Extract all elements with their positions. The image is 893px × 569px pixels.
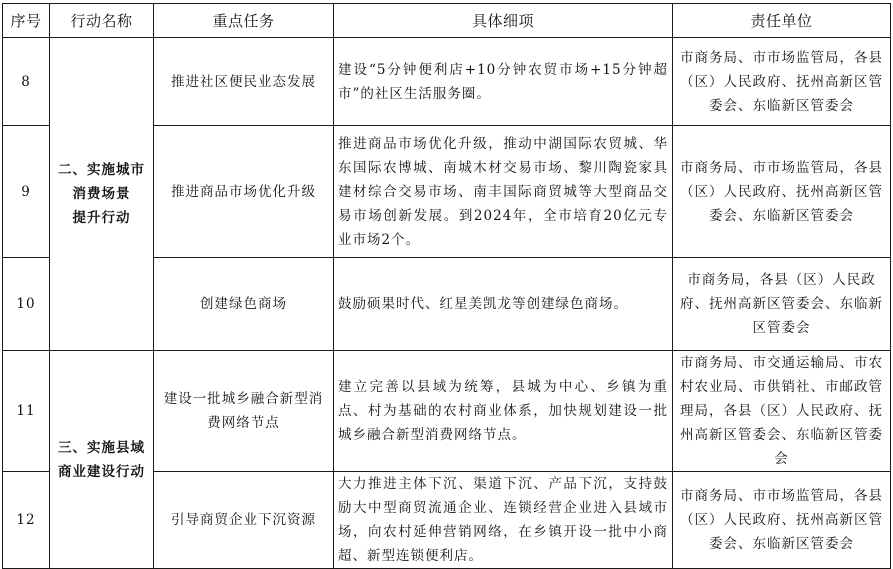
row-detail: 大力推进主体下沉、渠道下沉、产品下沉，支持鼓励大中型商贸流通企业、连锁经营企业进入县域市场，向农村延伸营销网络，在乡镇开设一批中小商超、新型连锁便利店。 bbox=[334, 472, 673, 569]
table-row bbox=[3, 38, 891, 126]
row-task: 推进社区便民业态发展 bbox=[154, 38, 334, 126]
row-unit: 市商务局、市交通运输局、市农村农业局、市供销社、市邮政管理局，各县（区）人民政府、抚州高新区管委会、东临新区管委会 bbox=[673, 351, 891, 472]
row-seq: 9 bbox=[3, 126, 50, 258]
action-name-line: 消费场景 bbox=[72, 186, 131, 202]
action-name-line: 三、实施县域 bbox=[58, 439, 145, 456]
row-seq: 11 bbox=[3, 351, 50, 472]
row-unit: 市商务局，各县（区）人民政府、抚州高新区管委会、东临新区管委会 bbox=[673, 258, 891, 351]
table-row bbox=[3, 351, 891, 472]
header-action: 行动名称 bbox=[50, 4, 154, 38]
row-unit: 市商务局、市市场监管局，各县（区）人民政府、抚州高新区管委会、东临新区管委会 bbox=[673, 126, 891, 258]
row-detail: 建立完善以县域为统筹，县城为中心、乡镇为重点、村为基础的农村商业体系，加快规划建设一批城乡融合新型消费网络节点。 bbox=[334, 351, 673, 472]
action-name-line: 商业建设行动 bbox=[58, 463, 145, 480]
row-detail: 建设“5分钟便利店+10分钟农贸市场+15分钟超市”的社区生活服务圈。 bbox=[334, 38, 673, 126]
row-detail: 鼓励硕果时代、红星美凯龙等创建绿色商场。 bbox=[334, 258, 673, 351]
header-unit: 责任单位 bbox=[673, 4, 891, 38]
header-seq: 序号 bbox=[3, 4, 50, 38]
row-seq: 12 bbox=[3, 472, 50, 569]
row-seq: 10 bbox=[3, 258, 50, 351]
row-task: 引导商贸企业下沉资源 bbox=[154, 472, 334, 569]
row-seq: 8 bbox=[3, 38, 50, 126]
header-detail: 具体细项 bbox=[334, 4, 673, 38]
row-task: 推进商品市场优化升级 bbox=[154, 126, 334, 258]
row-detail: 推进商品市场优化升级，推动中湖国际农贸城、华东国际农博城、南城木材交易市场、黎川陶瓷家具建材综合交易市场、南丰国际商贸城等大型商品交易市场创新发展。到2024年，全市培育20亿元专业市场2个。 bbox=[334, 126, 673, 258]
row-unit: 市商务局、市市场监管局，各县（区）人民政府、抚州高新区管委会、东临新区管委会 bbox=[673, 472, 891, 569]
action-name-line: 二、实施城市 bbox=[58, 162, 145, 178]
action-name-line: 提升行动 bbox=[72, 210, 131, 226]
action-plan-table bbox=[2, 3, 891, 569]
action-name-cell bbox=[50, 351, 154, 569]
table-header-row bbox=[3, 4, 891, 38]
row-task: 创建绿色商场 bbox=[154, 258, 334, 351]
row-task: 建设一批城乡融合新型消费网络节点 bbox=[154, 351, 334, 472]
action-name-cell bbox=[50, 38, 154, 351]
header-task: 重点任务 bbox=[154, 4, 334, 38]
row-unit: 市商务局、市市场监管局，各县（区）人民政府、抚州高新区管委会、东临新区管委会 bbox=[673, 38, 891, 126]
